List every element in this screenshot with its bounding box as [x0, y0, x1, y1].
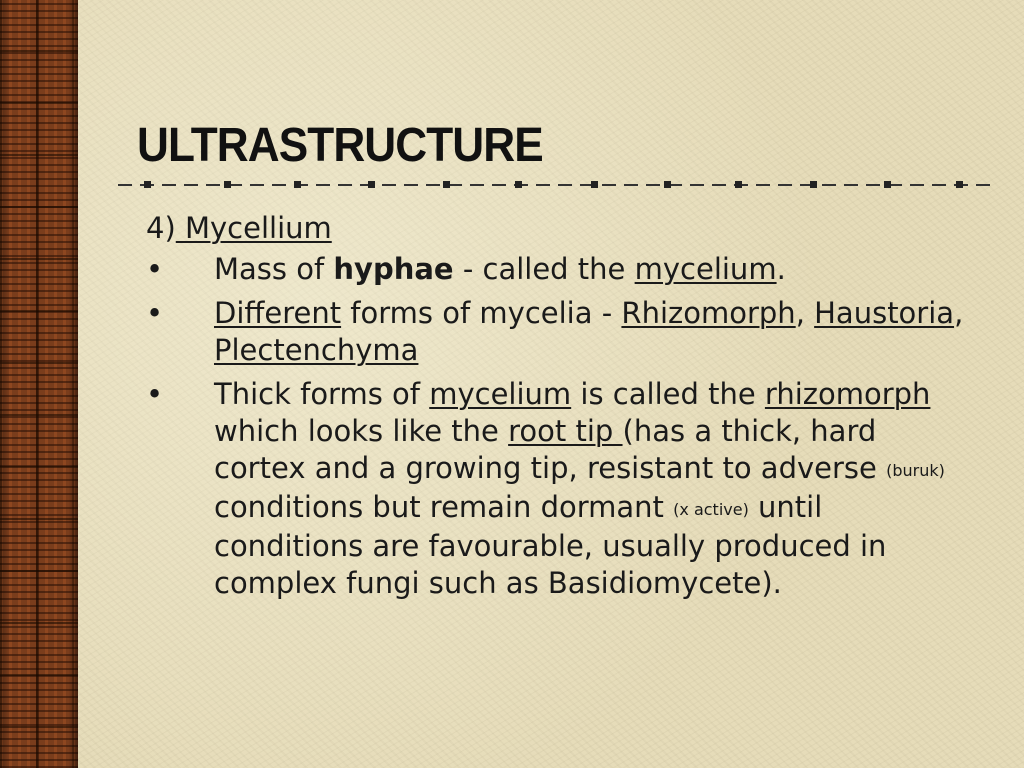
bullet-item	[146, 376, 976, 602]
bullet-dot: •	[146, 252, 164, 286]
bullet-text: ,	[954, 296, 964, 330]
underlined-term: Haustoria	[814, 296, 955, 330]
bullet-text: which looks like the	[214, 414, 509, 448]
underlined-term: mycelium	[429, 377, 572, 411]
dashed-divider	[118, 176, 994, 194]
bullet-text: Mass of	[214, 252, 334, 286]
annotation-text: (buruk)	[886, 461, 945, 480]
section-heading	[146, 210, 976, 251]
underlined-term: Plectenchyma	[214, 333, 419, 367]
slide-title: ULTRASTRUCTURE	[137, 119, 543, 172]
bullet-text: ,	[795, 296, 815, 330]
bullet-text: conditions but remain dormant	[214, 490, 674, 524]
underlined-term: Rhizomorph	[621, 296, 796, 330]
strip-pattern	[0, 0, 78, 768]
bullet-item	[146, 295, 976, 369]
section-number: 4)	[146, 211, 176, 245]
section-label: Mycellium	[175, 211, 332, 245]
bullet-text: Thick forms of	[214, 377, 430, 411]
annotation-text: (x active)	[673, 500, 749, 519]
underlined-term: Different	[214, 296, 342, 330]
decorative-wood-strip	[0, 0, 78, 768]
bold-term: hyphae	[333, 252, 454, 286]
bullet-item	[146, 251, 976, 288]
underlined-term: root tip	[508, 414, 623, 448]
bullet-text: (has a thick, hard cortex and a growing tip, resistant to adverse	[214, 414, 887, 485]
underlined-term: rhizomorph	[764, 377, 931, 411]
bullet-dot: •	[146, 296, 164, 330]
slide-body	[146, 210, 976, 609]
bullet-text: until conditions are favourable, usually produced in complex fungi such as Basidiomycete).	[214, 490, 887, 600]
bullet-text: is called the	[571, 377, 765, 411]
bullet-dot: •	[146, 377, 164, 411]
bullet-text: - called the	[453, 252, 635, 286]
bullet-text: forms of mycelia -	[341, 296, 622, 330]
underlined-term: mycelium	[634, 252, 777, 286]
bullet-text: .	[776, 252, 786, 286]
